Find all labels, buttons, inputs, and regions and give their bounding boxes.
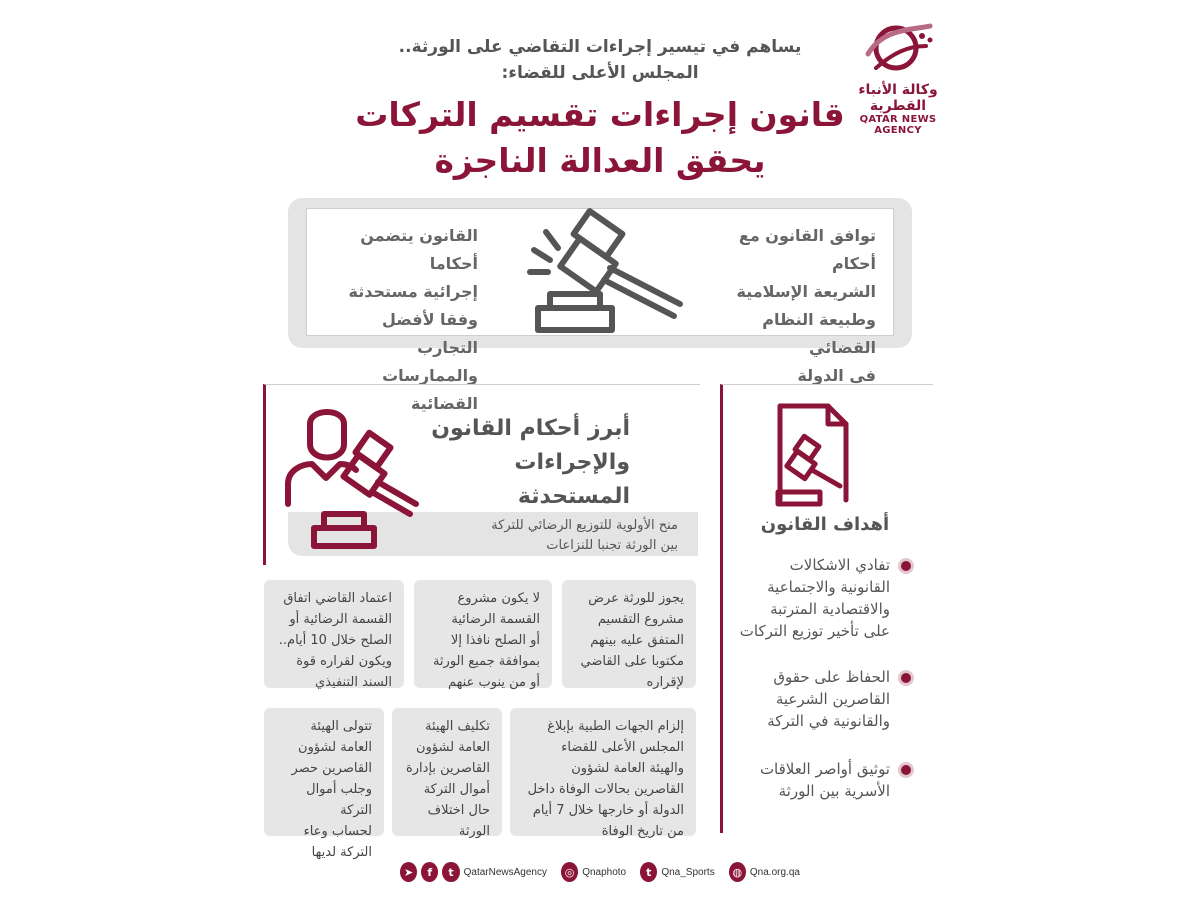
card-line: أو الصلح نافذا إلا [450,633,540,648]
handle-qna-sports[interactable]: Qna_Sports [661,866,715,878]
text-line: توافق القانون مع أحكام [738,226,876,273]
website-link[interactable]: Qna.org.qa [749,866,800,878]
goals-title: أهداف القانون [760,514,890,535]
kicker-line-2: المجلس الأعلى للقضاء: [501,63,699,83]
goal-line: توثيق أواصر العلاقات [759,760,890,778]
card-line: يجوز للورثة عرض [588,591,684,606]
card-line: مشروع التقسيم [597,612,684,627]
card-line: لحساب وعاء [303,824,372,839]
card-line: اعتماد القاضي اتفاق [283,591,392,606]
text-line: إجرائية مستحدثة [348,282,478,301]
card-line: المتفق عليه بينهم [590,633,684,648]
globe-icon[interactable]: ◍ [729,862,746,882]
provision-card-3 [264,580,404,688]
goal-item-2 [730,666,920,732]
text-line: الشريعة الإسلامية [736,282,876,301]
text-line: بين الورثة تجنبا للنزاعات [546,538,678,553]
handle-qna[interactable]: QatarNewsAgency [463,866,547,878]
card-line: القاصرين بحالات الوفاة داخل [527,782,684,797]
instagram-icon[interactable]: ◎ [561,862,578,882]
card-line: القسمة الرضائية أو [289,612,392,627]
goal-item-3 [730,758,920,802]
card-line: التركة لديها [311,845,372,860]
headline-line-2: يحقق العدالة الناجزة [434,141,766,180]
top-panel-right-text [690,222,876,390]
card-line: الدولة أو خارجها خلال 7 أيام [532,803,684,818]
text-line: القانون يتضمن أحكاما [360,226,478,273]
card-line: حال اختلاف [427,803,490,818]
text-line: منح الأولوية للتوزيع الرضائي للتركة [491,518,678,533]
kicker-line-1: يساهم في تيسير إجراءات التقاضي على الورثة.. [398,37,802,57]
card-line: الصلح خلال 10 أيام.. [278,633,392,648]
text-line: وطبيعة النظام القضائي [762,310,876,357]
card-line: تتولى الهيئة [310,719,372,734]
card-line: العامة لشؤون [416,740,490,755]
goal-text [730,758,890,802]
card-line: المجلس الأعلى للقضاء [561,740,684,755]
handle-qnaphoto[interactable]: Qnaphoto [582,866,627,878]
goal-line: والاقتصادية المترتبة [770,600,890,618]
facebook-icon[interactable]: f [421,862,438,882]
gavel-icon [520,204,700,344]
header [330,34,870,184]
logo-english-text: QATAR NEWS AGENCY [859,114,937,136]
card-line: لإقراره [646,675,684,690]
goal-line: والقانونية في التركة [767,712,890,730]
twitter-icon[interactable]: t [640,862,657,882]
card-line: أو من ينوب عنهم [448,675,540,690]
provision-card-4 [510,708,696,839]
goal-line: الأسرية بين الورثة [778,782,890,800]
bullet-dot-icon [898,762,914,778]
footer [400,860,800,884]
goal-line: القاصرين الشرعية [775,690,890,708]
provision-card-5 [392,708,502,839]
goal-line: تفادي الاشكالات [789,556,890,574]
goal-item-1 [730,554,920,642]
text-line: في الدولة [797,366,876,385]
provisions-title [420,412,630,514]
logo-arabic-text: وكالة الأنباء القطرية [858,82,938,114]
provision-card-1 [562,580,696,688]
card-line: السند التنفيذي [315,675,392,690]
card-line: ويكون لقراره قوة [296,654,392,669]
text-line: وفقا لأفضل التجارب [382,310,478,357]
title-line: والإجراءات المستحدثة [514,450,630,509]
card-line: أموال التركة [423,782,490,797]
goal-line: على تأخير توزيع التركات [739,622,890,640]
goal-line: القانونية والاجتماعية [767,578,890,596]
judge-gavel-icon [282,404,422,554]
provision-card-6 [264,708,384,860]
provision-card-2 [414,580,552,688]
card-line: بموافقة جميع الورثة [432,654,540,669]
telegram-icon[interactable]: ➤ [400,862,417,882]
card-line: القسمة الرضائية [451,612,540,627]
goal-text [730,554,890,642]
card-line: القاصرين حصر [291,761,372,776]
twitter-icon[interactable]: t [442,862,459,882]
provisions-intro [440,516,678,556]
title-line: أبرز أحكام القانون [431,416,630,441]
card-line: إلزام الجهات الطبية بإبلاغ [547,719,684,734]
card-line: والهيئة العامة لشؤون [571,761,684,776]
headline-line-1: قانون إجراءات تقسيم التركات [355,95,845,134]
card-line: الورثة [458,824,490,839]
card-line: من تاريخ الوفاة [601,824,684,839]
goal-text [730,666,890,732]
document-gavel-icon [770,400,860,510]
card-line: مكتوبا على القاضي [580,654,684,669]
text-line: والممارسات القضائية [382,366,478,413]
card-line: العامة لشؤون [298,740,372,755]
card-line: لا يكون مشروع [457,591,540,606]
bullet-dot-icon [898,558,914,574]
bullet-dot-icon [898,670,914,686]
card-line: وجلب أموال التركة [306,782,372,818]
card-line: تكليف الهيئة [425,719,490,734]
card-line: القاصرين بإدارة [405,761,490,776]
goal-line: الحفاظ على حقوق [773,668,890,686]
